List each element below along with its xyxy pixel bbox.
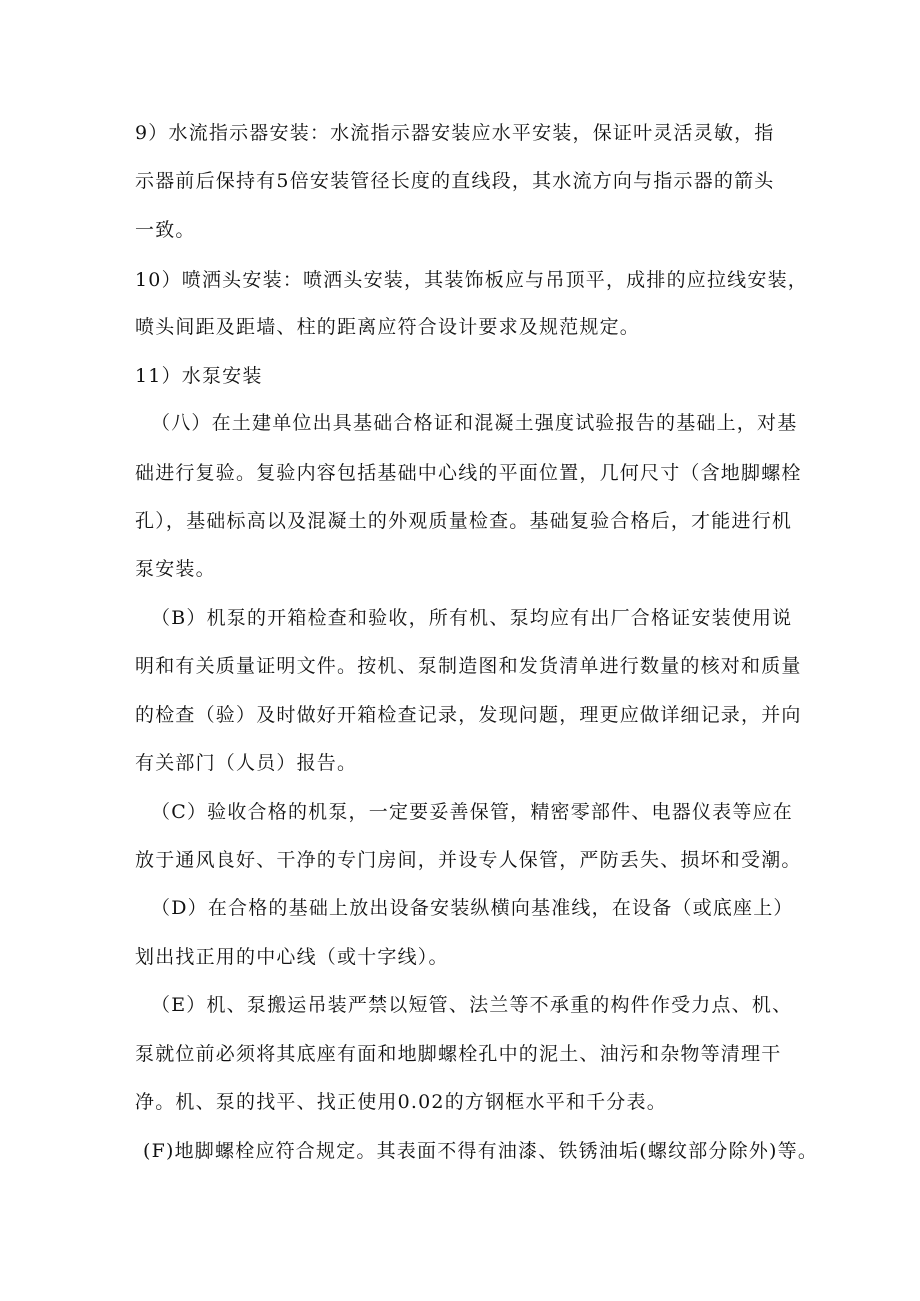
text-line: 划出找正用的中心线（或十字线）。 xyxy=(135,946,449,968)
text-line: 泵安装。 xyxy=(135,558,216,580)
text-line: 一致。 xyxy=(135,219,196,241)
text-line: 9）水流指示器安装：水流指示器安装应水平安装，保证叶灵活灵敏，指 xyxy=(135,122,775,144)
text-line: 明和有关质量证明文件。按机、泵制造图和发货清单进行数量的核对和质量 xyxy=(135,655,802,677)
text-line: 喷头间距及距墙、柱的距离应符合设计要求及规范规定。 xyxy=(135,316,641,338)
text-line: 示器前后保持有5倍安装管径长度的直线段，其水流方向与指示器的箭头 xyxy=(135,170,775,192)
text-line: 孔），基础标高以及混凝土的外观质量检查。基础复验合格后，才能进行机 xyxy=(135,510,793,532)
text-line: 有关部门（人员）报告。 xyxy=(135,752,358,774)
text-line: 放于通风良好、干净的专门房间，并设专人保管，严防丢失、损坏和受潮。 xyxy=(135,849,802,871)
text-line: 净。机、泵的找平、找正使用0.02的方钢框水平和千分表。 xyxy=(135,1091,667,1113)
text-line: （D）在合格的基础上放出设备安装纵横向基准线，在设备（或底座上） xyxy=(151,897,794,919)
text-line: (F)地脚螺栓应符合规定。其表面不得有油漆、铁锈油垢(螺纹部分除外)等。 xyxy=(143,1140,819,1162)
text-line: （B）机泵的开箱检查和验收，所有机、泵均应有出厂合格证安装使用说 xyxy=(151,607,793,629)
text-line: 泵就位前必须将其底座有面和地脚螺栓孔中的泥土、油污和杂物等清理干 xyxy=(135,1043,782,1065)
text-line: 11）水泵安装 xyxy=(135,365,263,387)
text-line: 10）喷洒头安装：喷洒头安装，其装饰板应与吊顶平，成排的应拉线安装， xyxy=(135,269,808,291)
text-line: 的检查（验）及时做好开箱检查记录，发现问题，理更应做详细记录，并向 xyxy=(135,704,802,726)
text-line: （八）在土建单位出具基础合格证和混凝土强度试验报告的基础上，对基 xyxy=(151,412,798,434)
text-line: （C）验收合格的机泵，一定要妥善保管，精密零部件、电器仪表等应在 xyxy=(151,801,793,823)
text-line: 础进行复验。复验内容包括基础中心线的平面位置，几何尺寸（含地脚螺栓 xyxy=(135,462,802,484)
text-line: （E）机、泵搬运吊装严禁以短管、法兰等不承重的构件作受力点、机、 xyxy=(151,994,793,1016)
